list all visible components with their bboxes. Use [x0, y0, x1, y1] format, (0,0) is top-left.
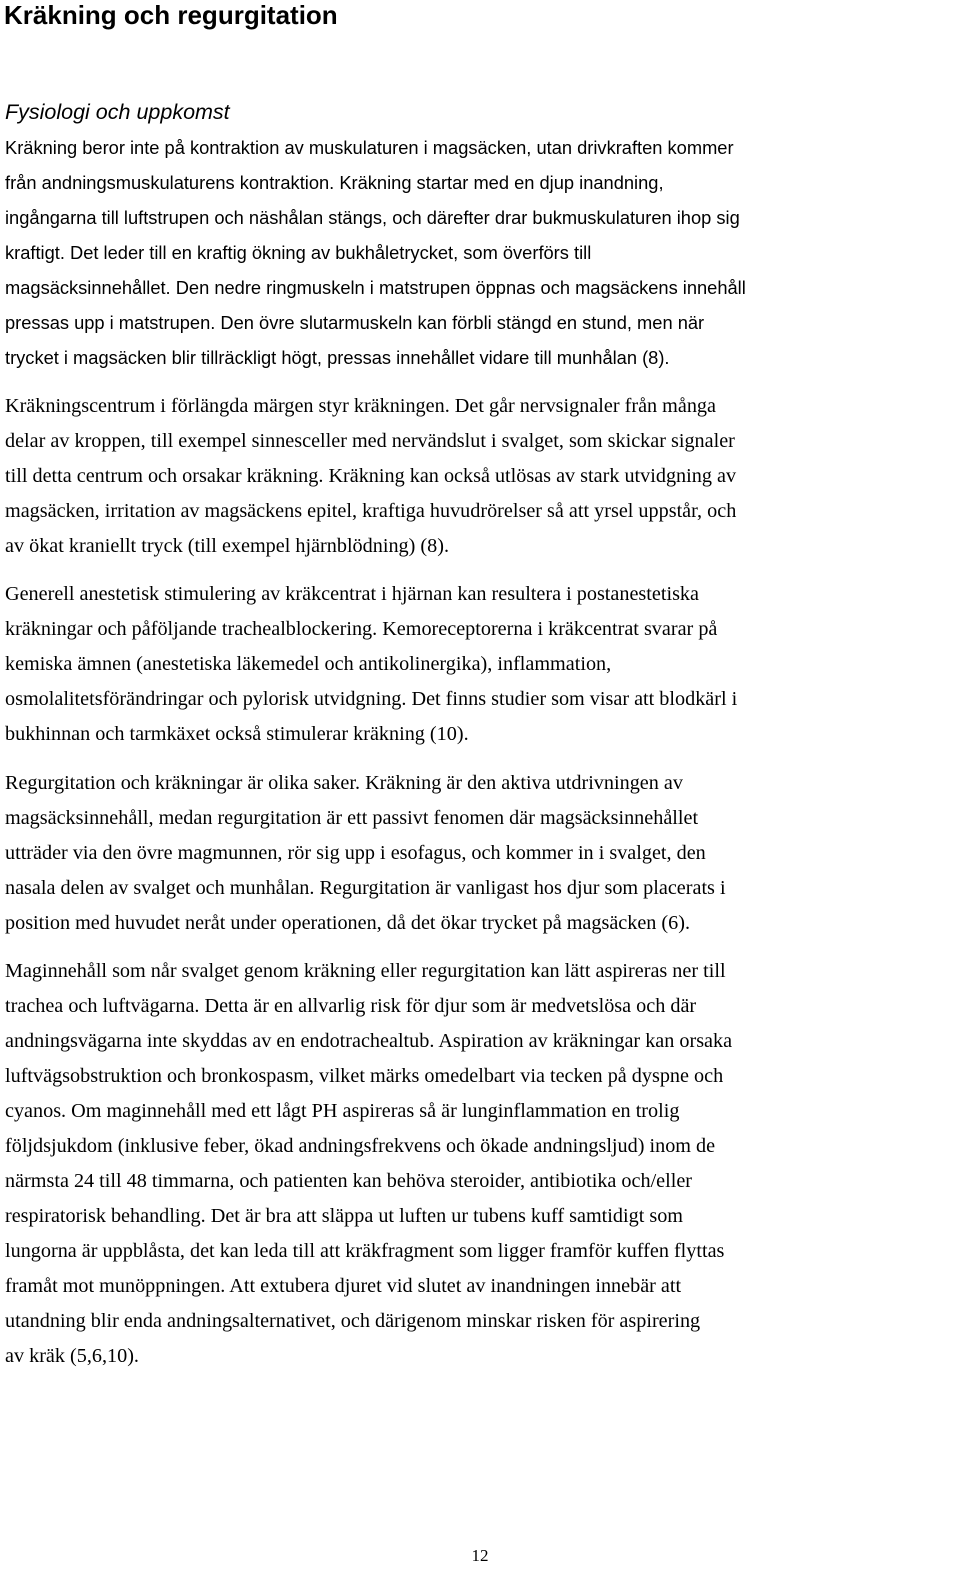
- text-line: kräkningar och påföljande trachealblockering. Kemoreceptorerna i kräkcentrat svarar på: [5, 618, 718, 640]
- text-line: Maginnehåll som når svalget genom kräkning eller regurgitation kan lätt aspireras ner till: [5, 960, 726, 982]
- text-line: Generell anestetisk stimulering av kräkcentrat i hjärnan kan resultera i postanestetiska: [5, 583, 699, 605]
- text-line: delar av kroppen, till exempel sinnesceller med nervändslut i svalget, som skickar signaler: [5, 430, 735, 452]
- text-line: ingångarna till luftstrupen och näshålan stängs, och därefter drar bukmuskulaturen ihop sig: [5, 207, 740, 228]
- text-line: pressas upp i matstrupen. Den övre slutarmuskeln kan förbli stängd en stund, men när: [5, 312, 705, 333]
- text-line: respiratorisk behandling. Det är bra att släppa ut luften ur tubens kuff samtidigt som: [5, 1205, 683, 1227]
- text-line: närmsta 24 till 48 timmarna, och patienten kan behöva steroider, antibiotika och/eller: [5, 1170, 693, 1192]
- text-line: position med huvudet neråt under operationen, då det ökar trycket på magsäcken (6).: [5, 912, 691, 934]
- page-number: 12: [471, 1546, 489, 1565]
- text-line: magsäcksinnehållet. Den nedre ringmuskeln i matstrupen öppnas och magsäckens innehåll: [5, 277, 746, 298]
- text-line: av ökat kraniellt tryck (till exempel hjärnblödning) (8).: [5, 535, 449, 557]
- text-line: till detta centrum och orsakar kräkning. Kräkning kan också utlösas av stark utvidgning av: [5, 465, 737, 487]
- text-line: framåt mot munöppningen. Att extubera djuret vid slutet av inandningen innebär att: [5, 1275, 682, 1297]
- text-line: luftvägsobstruktion och bronkospasm, vilket märks omedelbart via tecken på dyspne och: [5, 1065, 724, 1087]
- text-line: bukhinnan och tarmkäxet också stimulerar kräkning (10).: [5, 723, 469, 745]
- section-subtitle: Fysiologi och uppkomst: [5, 100, 230, 124]
- text-line: Kräkningscentrum i förlängda märgen styr kräkningen. Det går nervsignaler från många: [5, 395, 716, 417]
- text-line: av kräk (5,6,10).: [5, 1345, 139, 1367]
- text-line: från andningsmuskulaturens kontraktion. Kräkning startar med en djup inandning,: [5, 172, 664, 193]
- text-line: trachea och luftvägarna. Detta är en allvarlig risk för djur som är medvetslösa och där: [5, 995, 697, 1017]
- text-line: osmolalitetsförändringar och pylorisk utvidgning. Det finns studier som visar att blodkärl i: [5, 688, 738, 710]
- text-line: kraftigt. Det leder till en kraftig ökning av bukhåletrycket, som överförs till: [5, 242, 592, 263]
- text-line: magsäcken, irritation av magsäckens epitel, kraftiga huvudrörelser så att yrsel uppstår, och: [5, 500, 737, 522]
- text-line: nasala delen av svalget och munhålan. Regurgitation är vanligast hos djur som placerats i: [5, 877, 726, 899]
- text-line: utandning blir enda andningsalternativet, och därigenom minskar risken för aspirering: [5, 1310, 701, 1332]
- text-line: kemiska ämnen (anestetiska läkemedel och antikolinergika), inflammation,: [5, 653, 612, 675]
- text-line: magsäcksinnehåll, medan regurgitation är ett passivt fenomen där magsäcksinnehållet: [5, 807, 699, 829]
- text-line: lungorna är uppblåsta, det kan leda till att kräkfragment som ligger framför kuffen flyttas: [5, 1240, 725, 1262]
- text-line: Regurgitation och kräkningar är olika saker. Kräkning är den aktiva utdrivningen av: [5, 772, 683, 794]
- text-line: cyanos. Om maginnehåll med ett lågt PH aspireras så är lunginflammation en trolig: [5, 1100, 680, 1122]
- text-line: andningsvägarna inte skyddas av en endotrachealtub. Aspiration av kräkningar kan orsaka: [5, 1030, 733, 1052]
- text-line: följdsjukdom (inklusive feber, ökad andningsfrekvens och ökade andningsljud) inom de: [5, 1135, 716, 1157]
- text-line: utträder via den övre magmunnen, rör sig upp i esofagus, och kommer in i svalget, den: [5, 842, 706, 864]
- page-title: Kräkning och regurgitation: [4, 0, 338, 30]
- text-line: trycket i magsäcken blir tillräckligt högt, pressas innehållet vidare till munhålan (8).: [5, 347, 670, 368]
- text-line: Kräkning beror inte på kontraktion av muskulaturen i magsäcken, utan drivkraften kommer: [5, 137, 734, 158]
